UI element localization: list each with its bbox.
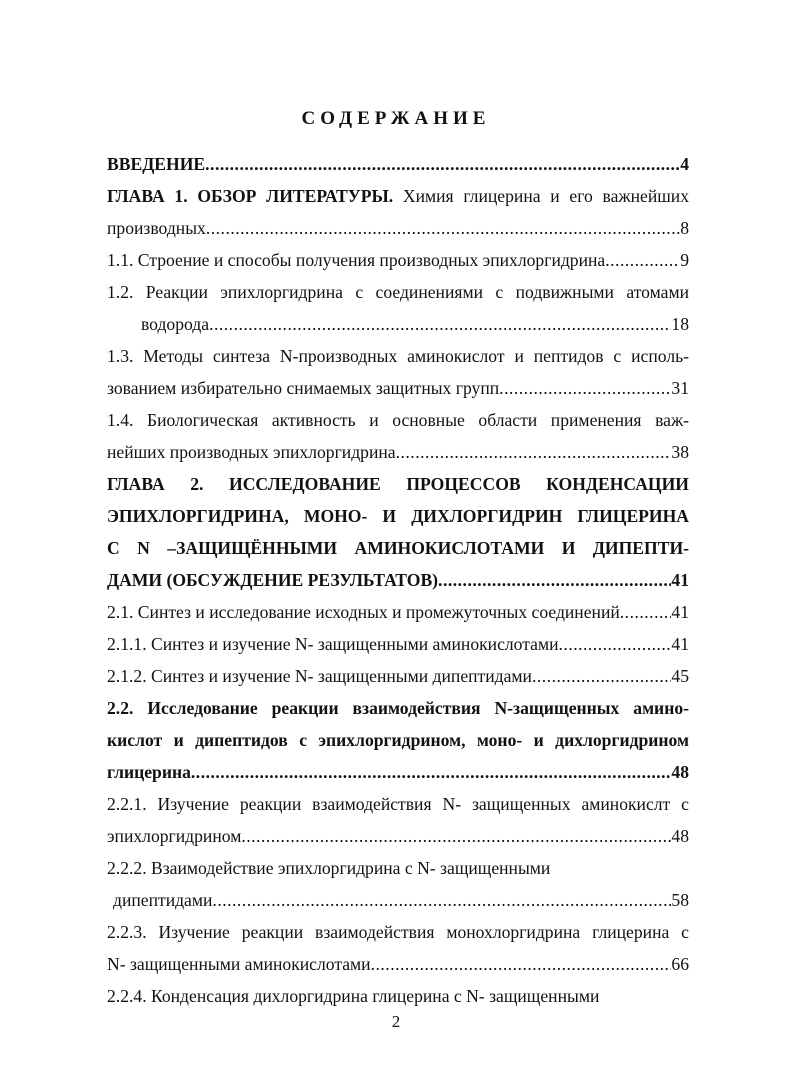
toc-entry-page: 41 xyxy=(671,602,689,622)
toc-entry xyxy=(107,980,689,1012)
toc-entry-text: 2.1.1. Синтез и изучение N- защищенными аминокислотами xyxy=(107,634,559,654)
toc-entry xyxy=(107,660,689,692)
leader-dots xyxy=(205,148,680,180)
toc-entry-text: 1.1. Строение и способы получения производных эпихлоргидрина xyxy=(107,250,606,270)
toc-entry xyxy=(107,500,689,532)
leader-dots xyxy=(396,436,672,468)
toc-entry-text: нейших производных эпихлоргидрина xyxy=(107,442,396,462)
toc-entry xyxy=(107,564,689,596)
toc-entry-text: 2.1. Синтез и исследование исходных и промежуточных соединений xyxy=(107,602,620,622)
toc-entry xyxy=(107,916,689,948)
leader-dots xyxy=(241,820,671,852)
toc-entry xyxy=(107,724,689,756)
leader-dots xyxy=(620,596,672,628)
leader-dots xyxy=(605,244,680,276)
toc-entry-page: 48 xyxy=(671,762,689,782)
toc-entry xyxy=(107,180,689,212)
toc-entry-text: 1.2. Реакции эпихлоргидрина с соединениями с подвижными атомами xyxy=(107,282,689,302)
toc-entry-text: ДАМИ (ОБСУЖДЕНИЕ РЕЗУЛЬТАТОВ) xyxy=(107,570,439,590)
toc-entry-text: производных xyxy=(107,218,206,238)
toc-entry-text: 2.2.2. Взаимодействие эпихлоргидрина с N- защищенными xyxy=(107,858,551,878)
toc-entry-page: 41 xyxy=(671,570,689,590)
toc-entry-page: 9 xyxy=(680,250,689,270)
toc-entry-text: ГЛАВА 2. ИССЛЕДОВАНИЕ ПРОЦЕССОВ КОНДЕНСАЦИИ xyxy=(107,474,689,494)
leader-dots xyxy=(559,628,672,660)
toc-entry-text: 2.2.3. Изучение реакции взаимодействия монохлоргидрина глицерина с xyxy=(107,922,689,942)
leader-dots xyxy=(206,212,680,244)
toc-entry xyxy=(107,276,689,308)
toc-entry xyxy=(107,436,689,468)
toc-entry-text: кислот и дипептидов с эпихлоргидрином, моно- и дихлоргидрином xyxy=(107,730,689,750)
toc-entry xyxy=(107,340,689,372)
toc-entry xyxy=(107,244,689,276)
toc-entry xyxy=(107,948,689,980)
toc-entry xyxy=(107,884,689,916)
leader-dots xyxy=(438,564,671,596)
toc-entry xyxy=(107,852,689,884)
toc-entry-text: 2.2.4. Конденсация дихлоргидрина глицерина с N- защищенными xyxy=(107,986,600,1006)
toc-entry-text: 2.2.1. Изучение реакции взаимодействия N- защищенных аминокислт с xyxy=(107,794,689,814)
toc-entry-page: 4 xyxy=(680,154,689,174)
leader-dots xyxy=(371,948,672,980)
toc-entry-text: С N –ЗАЩИЩЁННЫМИ АМИНОКИСЛОТАМИ И ДИПЕПТИ- xyxy=(107,538,689,558)
leader-dots xyxy=(191,756,672,788)
toc-entry-text: ЭПИХЛОРГИДРИНА, МОНО- И ДИХЛОРГИДРИН ГЛИЦЕРИНА xyxy=(107,506,689,526)
toc-entry xyxy=(107,532,689,564)
table-of-contents xyxy=(107,148,689,1012)
toc-entry xyxy=(107,148,689,180)
toc-entry xyxy=(107,596,689,628)
toc-entry xyxy=(107,372,689,404)
leader-dots xyxy=(209,308,671,340)
toc-entry xyxy=(107,308,689,340)
leader-dots xyxy=(212,884,671,916)
toc-entry-text: зованием избирательно снимаемых защитных групп xyxy=(107,378,500,398)
toc-entry-text: водорода xyxy=(141,314,210,334)
page-number: 2 xyxy=(391,1012,401,1031)
toc-entry-text: 2.2. Исследование реакции взаимодействия N-защищенных амино- xyxy=(107,698,689,718)
toc-entry-text: глицерина xyxy=(107,762,191,782)
toc-entry-text: 2.1.2. Синтез и изучение N- защищенными дипептидами xyxy=(107,666,532,686)
toc-entry-text: эпихлоргидрином xyxy=(107,826,242,846)
toc-entry-text: 1.4. Биологическая активность и основные области применения важ- xyxy=(107,410,689,430)
toc-entry-page: 48 xyxy=(671,826,689,846)
toc-entry-page: 45 xyxy=(671,666,689,686)
leader-dots xyxy=(499,372,671,404)
leader-dots xyxy=(532,660,671,692)
toc-entry xyxy=(107,404,689,436)
toc-entry xyxy=(107,756,689,788)
toc-entry-text: N- защищенными аминокислотами xyxy=(107,954,371,974)
toc-entry-page: 18 xyxy=(671,314,689,334)
toc-entry xyxy=(107,788,689,820)
toc-entry xyxy=(107,628,689,660)
toc-entry xyxy=(107,468,689,500)
toc-entry-page: 58 xyxy=(671,890,689,910)
toc-entry-text: ВВЕДЕНИЕ xyxy=(107,154,206,174)
page-title: СОДЕРЖАНИЕ xyxy=(301,108,491,129)
toc-entry xyxy=(107,820,689,852)
toc-entry-page: 31 xyxy=(671,378,689,398)
toc-entry xyxy=(107,692,689,724)
toc-entry xyxy=(107,212,689,244)
toc-entry-page: 41 xyxy=(671,634,689,654)
toc-entry-page: 66 xyxy=(671,954,689,974)
toc-entry-text: дипептидами xyxy=(113,890,213,910)
toc-entry-text: Химия глицерина и его важнейших xyxy=(393,186,689,206)
toc-entry-page: 8 xyxy=(680,218,689,238)
toc-entry-text: 1.3. Методы синтеза N-производных аминокислот и пептидов с исполь- xyxy=(107,346,689,366)
toc-entry-page: 38 xyxy=(671,442,689,462)
toc-entry-text-bold: ГЛАВА 1. ОБЗОР ЛИТЕРАТУРЫ. xyxy=(107,186,394,206)
